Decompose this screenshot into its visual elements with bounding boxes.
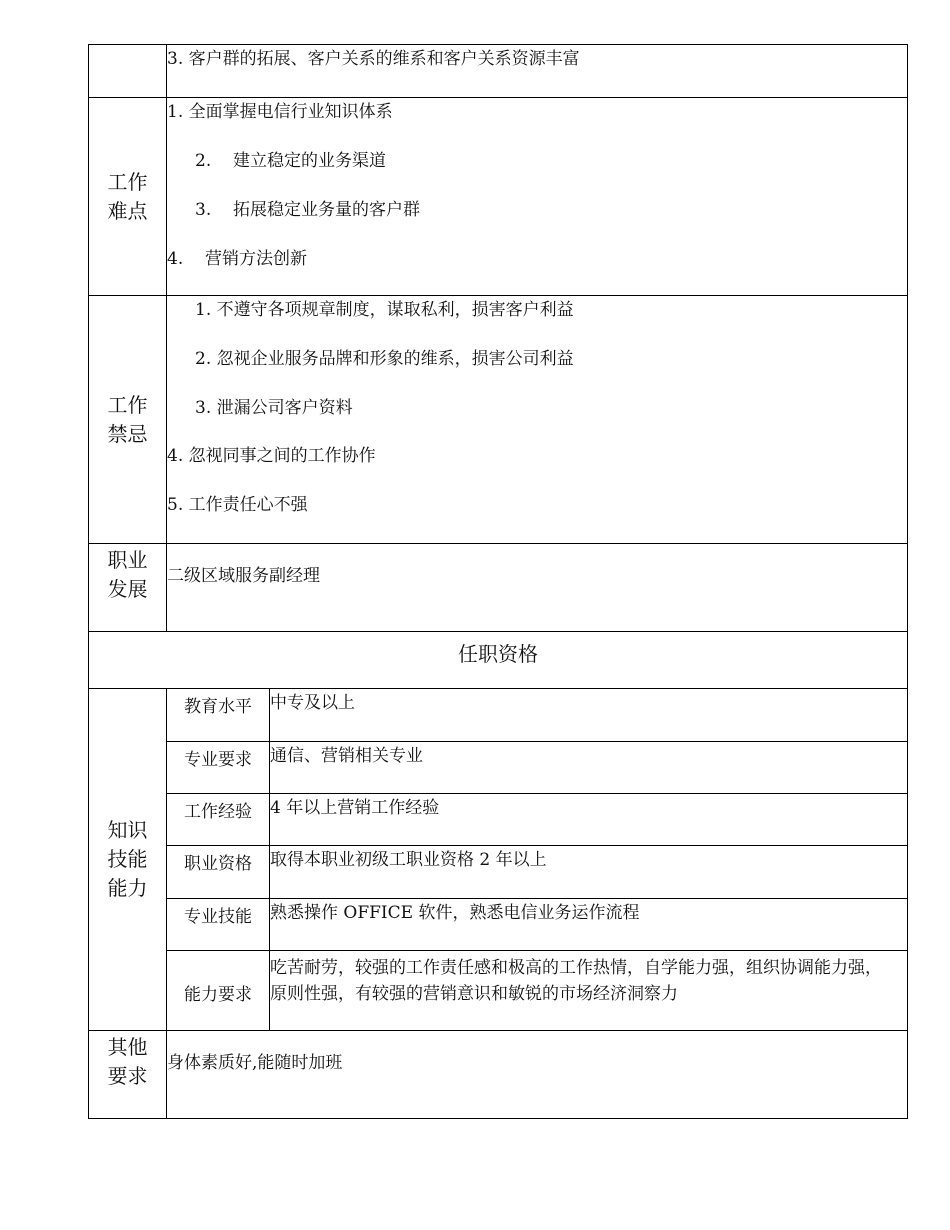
experience-value: 4 年以上营销工作经验 — [270, 794, 908, 846]
major-value: 通信、营销相关专业 — [270, 742, 908, 794]
taboo-cell — [167, 296, 908, 544]
career-label: 职业 发展 — [89, 544, 167, 632]
other-value: 身体素质好,能随时加班 — [167, 1053, 343, 1073]
knowledge-row-2 — [89, 742, 908, 794]
responsibility-cell — [167, 45, 908, 98]
responsibility-row — [89, 45, 908, 98]
career-cell — [167, 544, 908, 632]
qualification-title-row — [89, 632, 908, 689]
ability-value: 吃苦耐劳，较强的工作责任感和极高的工作热情，自学能力强，组织协调能力强，原则性强，有较强的营销意识和敏锐的市场经济洞察力 — [270, 951, 908, 1031]
experience-label: 工作经验 — [167, 794, 270, 846]
taboo-item-2: 2. 忽视企业服务品牌和形象的维系，损害公司利益 — [195, 349, 574, 369]
other-row — [89, 1031, 908, 1119]
taboo-item-4: 4. 忽视同事之间的工作协作 — [167, 446, 376, 466]
difficulty-item-1: 1. 全面掌握电信行业知识体系 — [167, 102, 393, 122]
education-value: 中专及以上 — [270, 689, 908, 742]
skills-label: 专业技能 — [167, 899, 270, 951]
difficulty-item-2: 2. 建立稳定的业务渠道 — [195, 151, 386, 171]
difficulty-cell — [167, 98, 908, 296]
other-cell — [167, 1031, 908, 1119]
other-label: 其他 要求 — [89, 1031, 167, 1119]
job-description-table — [88, 44, 908, 1119]
major-label: 专业要求 — [167, 742, 270, 794]
skills-value: 熟悉操作 OFFICE 软件，熟悉电信业务运作流程 — [270, 899, 908, 951]
certification-label: 职业资格 — [167, 846, 270, 899]
taboo-item-3: 3. 泄漏公司客户资料 — [195, 398, 353, 418]
education-label: 教育水平 — [167, 689, 270, 742]
certification-value: 取得本职业初级工职业资格 2 年以上 — [270, 846, 908, 899]
knowledge-row-1 — [89, 689, 908, 742]
difficulty-item-4: 4. 营销方法创新 — [167, 249, 307, 269]
difficulty-item-3: 3. 拓展稳定业务量的客户群 — [195, 200, 420, 220]
taboo-label: 工作 禁忌 — [89, 296, 167, 544]
knowledge-row-5 — [89, 899, 908, 951]
empty-label-cell — [89, 45, 167, 98]
knowledge-row-4 — [89, 846, 908, 899]
taboo-item-1: 1. 不遵守各项规章制度，谋取私利，损害客户利益 — [195, 300, 574, 320]
responsibility-line-3: 3. 客户群的拓展、客户关系的维系和客户关系资源丰富 — [167, 49, 580, 69]
career-value: 二级区域服务副经理 — [167, 566, 320, 586]
knowledge-row-6 — [89, 951, 908, 1031]
taboo-row — [89, 296, 908, 544]
difficulty-row — [89, 98, 908, 296]
qualification-title: 任职资格 — [89, 632, 908, 689]
taboo-item-5: 5. 工作责任心不强 — [167, 495, 308, 515]
career-row — [89, 544, 908, 632]
knowledge-label: 知识 技能 能力 — [89, 689, 167, 1031]
knowledge-row-3 — [89, 794, 908, 846]
ability-label: 能力要求 — [167, 951, 270, 1031]
difficulty-label: 工作 难点 — [89, 98, 167, 296]
